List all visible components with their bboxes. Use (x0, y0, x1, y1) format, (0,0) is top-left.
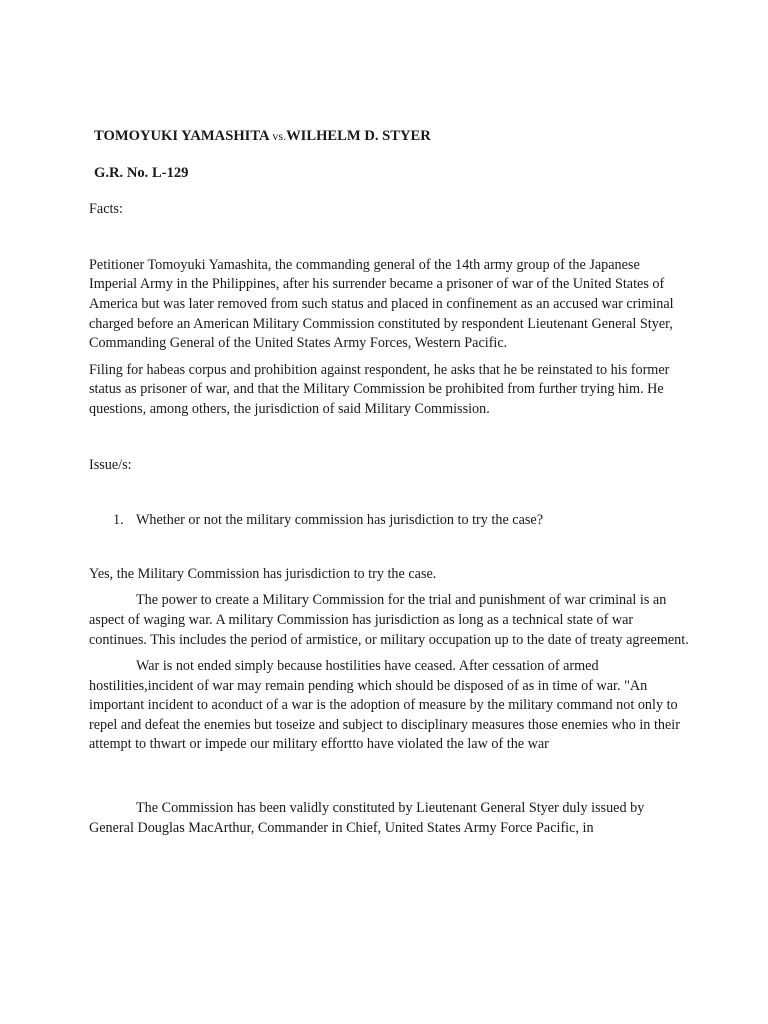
ruling-paragraph-1: The power to create a Military Commission for the trial and punishment of war criminal is an aspect of waging war. A military Commission has jurisdiction as long as a technical state of war continues. This includes the period of armistice, or military occupation up to the date of treaty agreement. (89, 592, 689, 648)
issue-item (89, 511, 689, 531)
case-title (94, 127, 689, 147)
versus-label: vs. (272, 129, 287, 143)
facts-heading: Facts: (89, 201, 123, 218)
issue-list (89, 511, 689, 531)
case-number: G.R. No. L-129 (94, 164, 189, 181)
petitioner-name: TOMOYUKI YAMASHITA (94, 128, 269, 144)
issue-number: 1. (113, 512, 124, 529)
ruling-answer: Yes, the Military Commission has jurisdiction to try the case. (89, 565, 437, 582)
ruling-paragraph-2: War is not ended simply because hostilities have ceased. After cessation of armed hostilities,incident of war may remain pending which should be disposed of as in time of war. "An important incident to aconduct of a war is the adoption of measure by the military command not only to repel and defeat the enemies but toseize and subject to disciplinary measures those enemies who in their attempt to thwart or impede our military effortto have violated the law of the war (89, 658, 680, 753)
respondent-name: WILHELM D. STYER (286, 128, 431, 144)
issue-text: Whether or not the military commission has jurisdiction to try the case? (136, 512, 544, 529)
ruling-paragraph-3: The Commission has been validly constituted by Lieutenant General Styer duly issued by General Douglas MacArthur, Commander in Chief, United States Army Force Pacific, in (89, 800, 645, 836)
document-body (89, 127, 689, 838)
facts-paragraph-2: Filing for habeas corpus and prohibition against respondent, he asks that he be reinstated to his former status as prisoner of war, and that the Military Commission be prohibited from further trying him. He questions, among others, the jurisdiction of said Military Commission. (89, 361, 670, 417)
facts-paragraph-1: Petitioner Tomoyuki Yamashita, the commanding general of the 14th army group of the Japanese Imperial Army in the Philippines, after his surrender became a prisoner of war of the United States of America but was later removed from such status and placed in confinement as an accused war criminal charged before an American Military Commission constituted by respondent Lieutenant General Styer, Commanding General of the United States Army Forces, Western Pacific. (89, 256, 674, 352)
issues-heading: Issue/s: (89, 456, 132, 473)
